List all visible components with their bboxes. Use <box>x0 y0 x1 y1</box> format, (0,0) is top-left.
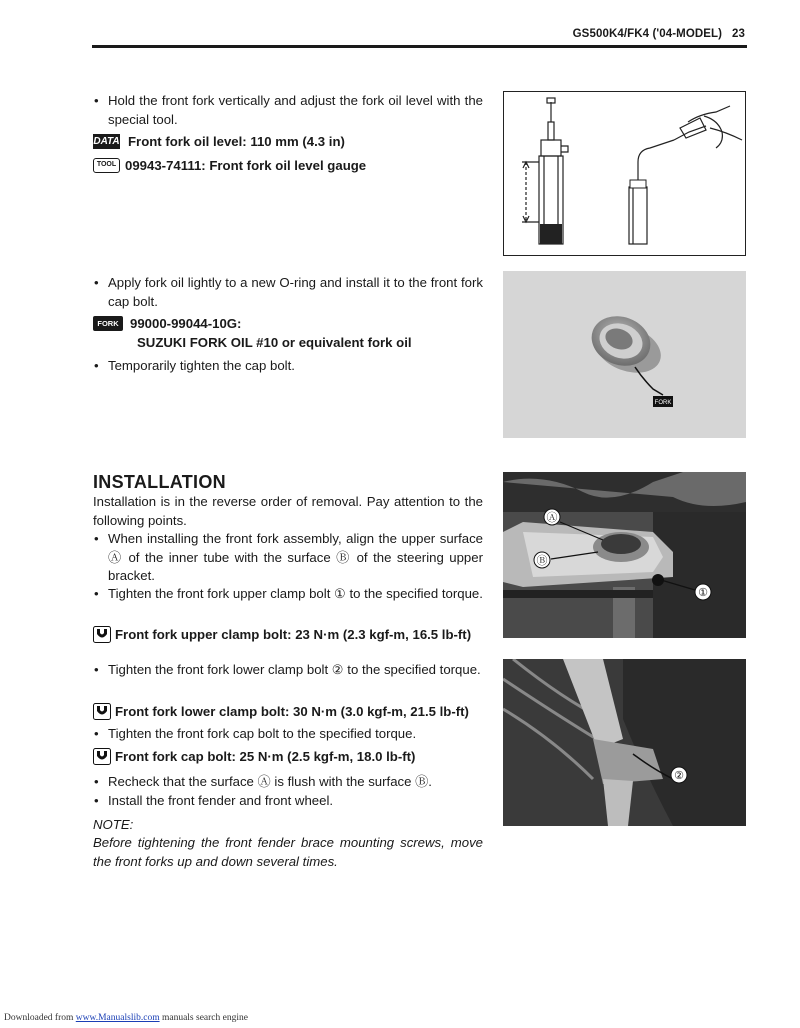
bullet-apply-fork-oil: • Apply fork oil lightly to a new O-ring and install it to the front fork cap bolt. <box>93 274 483 311</box>
torque-wrench-icon <box>93 748 111 765</box>
note-text: Before tightening the front fender brace mounting screws, move the front forks up and down several times. <box>93 835 483 869</box>
running-header <box>560 28 745 40</box>
page-number: 23 <box>732 28 745 40</box>
cap-bolt-drawing <box>503 271 746 438</box>
fork-gauge-drawing <box>504 92 746 256</box>
running-title: GS500K4/FK4 ('04-MODEL) <box>572 28 723 40</box>
section-title: INSTALLATION <box>93 472 226 492</box>
upper-clamp-torque-spec: Front fork upper clamp bolt: 23 N·m (2.3 kgf-m, 16.5 lb-ft) <box>115 627 472 642</box>
bullet-hold-fork: • Hold the front fork vertically and adjust the fork oil level with the special tool. <box>93 92 483 129</box>
fork-oil-icon: FORK <box>93 316 123 331</box>
oil-level-spec: Front fork oil level: 110 mm (4.3 in) <box>128 134 345 149</box>
data-icon: DATA <box>93 136 120 147</box>
label-b: Ⓑ <box>536 555 548 567</box>
label-a: Ⓐ <box>546 512 558 524</box>
tool-icon: TOOL <box>93 158 120 173</box>
special-tool-spec: 09943-74111: Front fork oil level gauge <box>125 158 367 173</box>
installation-intro: Installation is in the reverse order of removal. Pay attention to the following points. <box>93 494 483 528</box>
footer-suffix: manuals search engine <box>161 1013 248 1023</box>
upper-bracket-photo <box>503 472 746 638</box>
torque-wrench-icon <box>93 703 111 720</box>
bullet-upper-clamp-bolt: • Tighten the front fork upper clamp bolt ① to the specified torque. <box>93 585 483 604</box>
footer-prefix: Downloaded from <box>4 1013 74 1023</box>
lower-clamp-torque-spec: Front fork lower clamp bolt: 30 N·m (3.0 kgf-m, 21.5 lb-ft) <box>115 704 469 719</box>
header-rule <box>92 45 747 48</box>
note-label: NOTE: <box>93 817 134 832</box>
fork-oil-name: SUZUKI FORK OIL #10 or equivalent fork oil <box>137 335 412 350</box>
cap-bolt-photo <box>503 271 746 438</box>
bullet-tighten-cap-bolt: • Temporarily tighten the cap bolt. <box>93 357 483 376</box>
bullet-cap-bolt-torque: • Tighten the front fork cap bolt to the specified torque. <box>93 725 483 744</box>
label-1: ① <box>698 587 708 599</box>
upper-bracket-drawing <box>503 472 746 638</box>
bullet-align-surfaces: • When installing the front fork assembly, align the upper surface Ⓐ of the inner tube with the surface Ⓑ of the steering upper bracket. <box>93 530 483 586</box>
download-footer <box>4 1013 248 1023</box>
fork-oil-level-figure <box>503 91 746 256</box>
torque-wrench-icon <box>93 626 111 643</box>
manualslib-link[interactable]: www.Manualslib.com <box>75 1013 160 1023</box>
bullet-install-fender: • Install the front fender and front wheel. <box>93 792 483 811</box>
bullet-recheck-flush: • Recheck that the surface Ⓐ is flush with the surface Ⓑ. <box>93 773 483 792</box>
lower-bracket-drawing <box>503 659 746 826</box>
bullet-lower-clamp-bolt: • Tighten the front fork lower clamp bolt ② to the specified torque. <box>93 661 483 680</box>
label-2: ② <box>674 770 684 782</box>
lower-bracket-photo <box>503 659 746 826</box>
cap-bolt-torque-spec: Front fork cap bolt: 25 N·m (2.5 kgf-m, 18.0 lb-ft) <box>115 749 416 764</box>
fork-oil-part-number: 99000-99044-10G: <box>130 316 242 331</box>
photo-fork-icon-label: FORK <box>654 400 672 406</box>
